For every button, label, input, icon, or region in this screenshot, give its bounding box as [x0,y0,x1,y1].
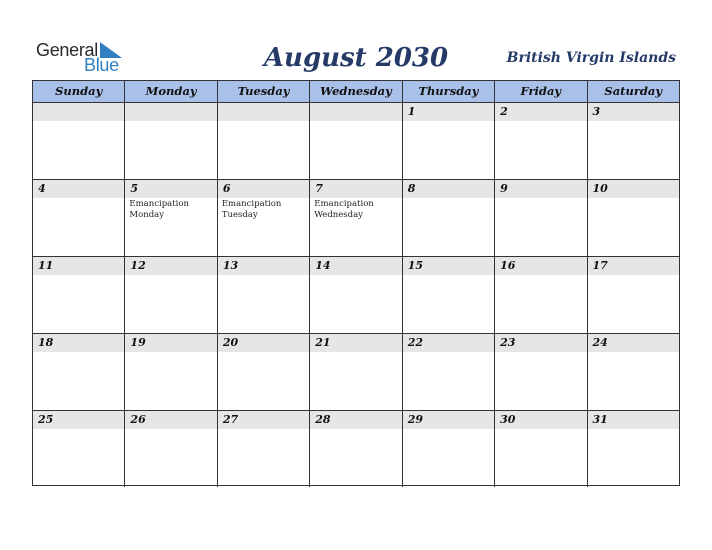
day-cell [588,257,679,333]
day-number: 10 [592,182,608,195]
day-cell [495,103,587,179]
day-number: 30 [500,413,516,426]
day-cell [125,334,217,410]
day-number: 25 [38,413,54,426]
day-number-strip [218,103,309,121]
day-cell [403,411,495,487]
day-number: 3 [592,105,601,118]
day-cell [218,103,310,179]
day-number: 12 [130,259,146,272]
day-number: 21 [315,336,331,349]
weekday-header: Thursday [403,81,495,102]
day-number: 20 [222,336,239,349]
day-number: 15 [407,259,423,272]
day-cell [403,257,495,333]
weekday-header: Friday [495,81,587,102]
day-cell [588,411,679,487]
holiday-label: Emancipation Tuesday [221,199,282,220]
week-row [33,257,679,334]
day-number: 7 [315,182,323,195]
week-row [33,411,679,487]
day-number: 14 [315,259,331,272]
weekday-header: Tuesday [218,81,310,102]
weekday-header: Wednesday [310,81,402,102]
day-number-strip [403,180,494,198]
week-row [33,334,679,411]
day-number-strip [310,180,401,198]
day-number: 13 [222,259,239,272]
day-number: 1 [407,105,416,118]
day-cell [495,257,587,333]
day-number: 8 [407,182,416,195]
logo-word-general: General [36,40,98,60]
day-number-strip [495,103,586,121]
day-cell [125,411,217,487]
day-number: 18 [38,336,54,349]
day-cell [218,334,310,410]
day-cell [588,103,679,179]
day-number: 5 [130,182,139,195]
day-number-strip [125,103,216,121]
day-number: 2 [500,105,508,118]
day-cell [218,180,310,256]
day-cell [125,103,217,179]
day-number: 17 [592,259,608,272]
day-cell [218,411,310,487]
day-number: 9 [500,182,508,195]
weekday-header: Monday [125,81,217,102]
day-number: 11 [38,259,54,272]
day-cell [310,180,402,256]
day-cell [310,411,402,487]
day-number: 29 [407,413,423,426]
week-row [33,103,679,180]
day-number: 6 [222,182,231,195]
day-number: 27 [222,413,239,426]
day-cell [495,180,587,256]
day-number-strip [403,103,494,121]
day-number: 23 [500,336,516,349]
day-cell [310,334,402,410]
day-cell [310,103,402,179]
day-number-strip [588,103,679,121]
day-number-strip [218,180,309,198]
day-cell [33,180,125,256]
day-cell [588,334,679,410]
day-cell [310,257,402,333]
day-number: 28 [315,413,331,426]
day-number: 26 [130,413,146,426]
day-number: 19 [130,336,146,349]
day-cell [33,257,125,333]
day-cell [403,103,495,179]
logo-word-blue: Blue [84,55,119,75]
day-cell [125,180,217,256]
day-number-strip [495,180,586,198]
day-cell [403,180,495,256]
weekday-header-row [33,81,679,103]
day-number: 24 [592,336,608,349]
calendar-grid [32,80,680,486]
day-cell [218,257,310,333]
day-number: 22 [407,336,423,349]
weekday-header: Saturday [604,84,663,98]
holiday-label: Emancipation Monday [129,199,189,220]
weekday-header: Sunday [33,81,125,102]
holiday-label: Emancipation Wednesday [314,199,374,220]
week-row [33,180,679,257]
day-number: 31 [592,413,608,426]
day-cell [33,411,125,487]
generalblue-logo [36,40,126,74]
day-cell [33,103,125,179]
day-number: 16 [500,259,516,272]
day-number-strip [33,180,124,198]
day-number: 4 [38,182,46,195]
day-cell [403,334,495,410]
day-cell [495,334,587,410]
region-label: British Virgin Islands [506,50,676,66]
day-cell [588,180,679,256]
day-number-strip [33,103,124,121]
weeks-container [33,103,679,487]
day-cell [33,334,125,410]
calendar-title: August 2030 [263,43,449,73]
day-number-strip [310,103,401,121]
day-cell [495,411,587,487]
day-number-strip [125,180,216,198]
day-cell [125,257,217,333]
